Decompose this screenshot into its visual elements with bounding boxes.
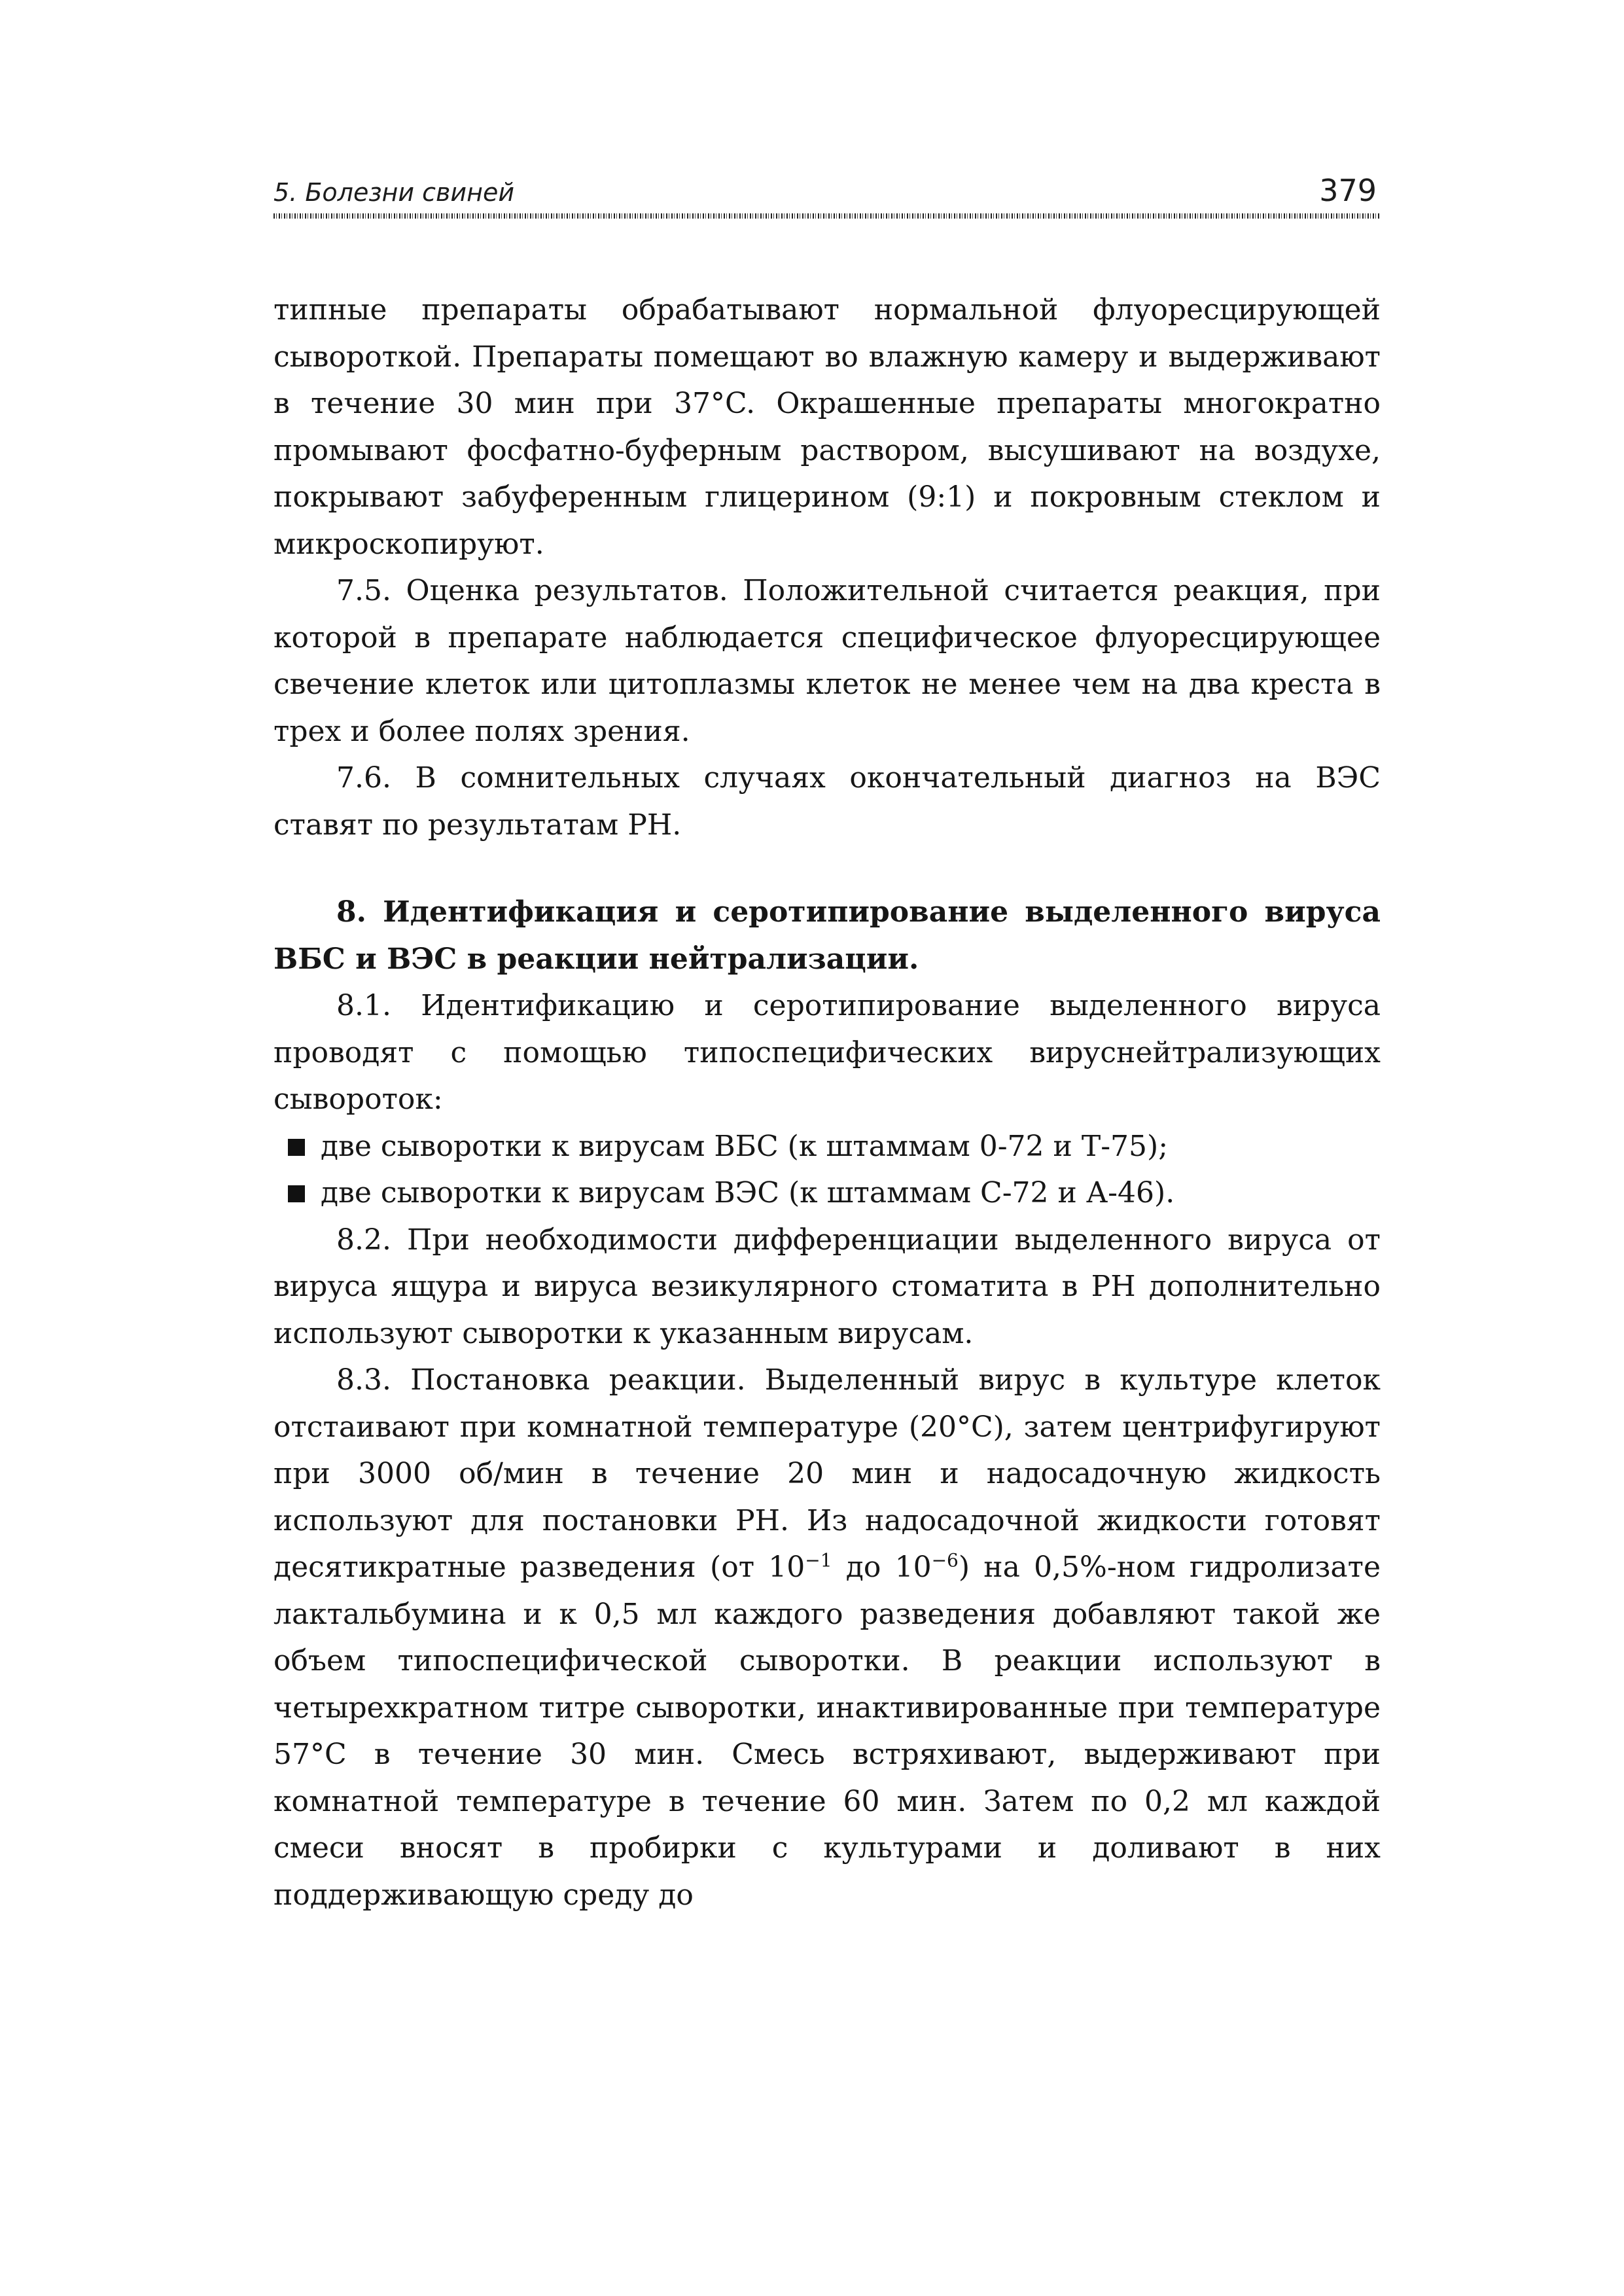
exponent-2: −6 [931, 1549, 959, 1571]
square-bullet-icon [288, 1185, 305, 1202]
chapter-title: 5. Болезни свиней [274, 178, 515, 207]
paragraph-8-3-text-1: 8.3. Постановка реакции. Выделенный вирус в культуре клеток отстаивают при комнатной температуре (20°C), затем центрифугируют при 3000 об/мин в течение 20 мин и надосадочную жидкость используют для постановки РН. Из надосадочной жидкости готовят десятикратные разведения (от 10 [274, 1363, 1381, 1584]
paragraph-8-3 [274, 1357, 1381, 1918]
serum-list [274, 1123, 1381, 1217]
body-text [274, 287, 1381, 1918]
paragraph-8-3-text-2: до 10 [832, 1551, 932, 1584]
list-item [274, 1123, 1381, 1170]
paragraph-continued: типные препараты обрабатывают нормальной флуоресцирующей сывороткой. Препараты помещают во влажную камеру и выдерживают в течение 30 мин при 37°C. Окрашенные препараты многократно промывают фосфатно-буферным раствором, высушивают на воздухе, покрывают забуференным глицерином (9:1) и покровным стеклом и микроскопируют. [274, 293, 1381, 561]
list-item [274, 1170, 1381, 1217]
header-rule [274, 213, 1381, 219]
section-8-heading: 8. Идентификация и серотипирование выделенного вируса ВБС и ВЭС в реакции нейтрализации. [274, 895, 1381, 976]
running-header [274, 175, 1381, 216]
square-bullet-icon [288, 1139, 305, 1156]
paragraph-8-1: 8.1. Идентификацию и серотипирование выделенного вируса проводят с помощью типоспецифических вируснейтрализующих сывороток: [274, 989, 1381, 1116]
paragraph-8-3-text-3: ) на 0,5%-ном гидролизате лактальбумина и к 0,5 мл каждого разведения добавляют такой же объем типоспецифической сыворотки. В реакции используют в четырехкратном титре сыворотки, инактивированные при температуре 57°C в течение 30 мин. Смесь встряхивают, выдерживают при комнатной температуре в течение 60 мин. Затем по 0,2 мл каждой смеси вносят в пробирки с культурами и доливают в них поддерживающую среду до [274, 1551, 1381, 1912]
exponent-1: −1 [805, 1549, 832, 1571]
list-item-text: две сыворотки к вирусам ВБС (к штаммам 0-72 и Т-75); [321, 1129, 1169, 1163]
paragraph-7-5: 7.5. Оценка результатов. Положительной считается реакция, при которой в препарате наблюдается специфическое флуоресцирующее свечение клеток или цитоплазмы клеток не менее чем на два креста в трех и более полях зрения. [274, 574, 1381, 748]
paragraph-7-6: 7.6. В сомнительных случаях окончательный диагноз на ВЭС ставят по результатам РН. [274, 761, 1381, 842]
page-number: 379 [1319, 173, 1377, 208]
book-page [274, 175, 1381, 1918]
paragraph-8-2: 8.2. При необходимости дифференциации выделенного вируса от вируса ящура и вируса везикулярного стоматита в РН дополнительно используют сыворотки к указанным вирусам. [274, 1223, 1381, 1350]
list-item-text: две сыворотки к вирусам ВЭС (к штаммам С-72 и А-46). [321, 1176, 1175, 1210]
